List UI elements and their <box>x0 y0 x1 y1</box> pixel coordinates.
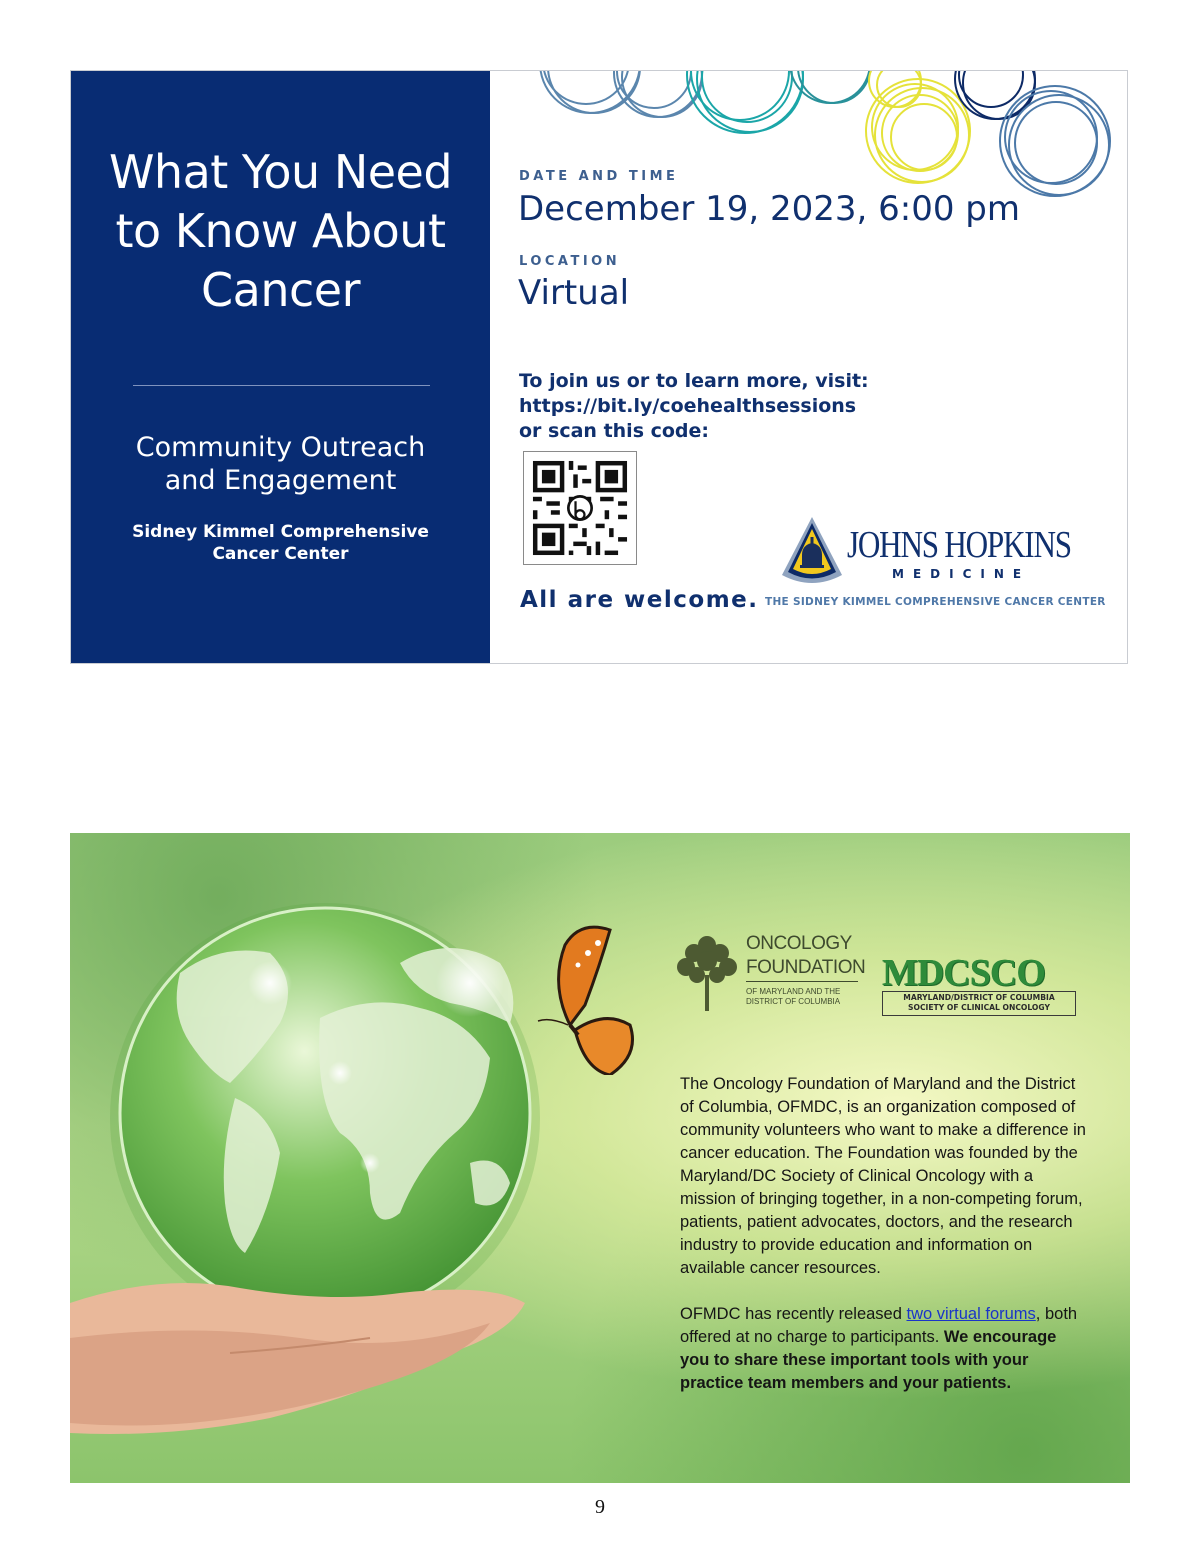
ofmdc-card <box>70 833 1130 1483</box>
title-line: What You Need <box>108 145 453 199</box>
johns-hopkins-medicine: MEDICINE <box>892 567 1031 581</box>
forums-paragraph <box>680 1303 1090 1395</box>
title-line: Cancer <box>201 263 360 317</box>
logo-divider <box>746 981 858 982</box>
foundation-wordmark: FOUNDATION <box>746 957 866 978</box>
foundation-subtitle: DISTRICT OF COLUMBIA <box>746 997 841 1006</box>
event-title-panel <box>71 71 490 663</box>
program-line: Community Outreach <box>135 432 426 463</box>
cancer-center-tagline: THE SIDNEY KIMMEL COMPREHENSIVE CANCER CENTER <box>765 596 1106 608</box>
event-title <box>71 143 490 320</box>
encourage-text: We encourage you to share these important tools with your practice team members and your patients. <box>680 1328 1057 1392</box>
event-card <box>70 70 1128 664</box>
program-name <box>71 431 490 497</box>
join-instructions <box>519 369 869 444</box>
virtual-forums-link[interactable]: two virtual forums <box>906 1305 1036 1323</box>
date-label: DATE AND TIME <box>519 169 679 184</box>
join-text: To join us or to learn more, visit: <box>519 370 869 392</box>
foundation-subtitle: OF MARYLAND AND THE <box>746 987 841 996</box>
event-location: Virtual <box>518 273 630 313</box>
qr-code[interactable] <box>523 451 637 565</box>
center-line: Cancer Center <box>212 544 349 564</box>
location-label: LOCATION <box>519 254 621 269</box>
center-line: Sidney Kimmel Comprehensive <box>132 522 429 542</box>
welcome-message: All are welcome. <box>520 587 759 613</box>
event-date: December 19, 2023, 6:00 pm <box>518 189 1020 229</box>
title-line: to Know About <box>115 204 446 258</box>
foundation-wordmark: ONCOLOGY <box>746 933 852 954</box>
qr-code-icon <box>524 452 636 564</box>
mdcsco-subtitle <box>882 991 1076 1016</box>
ofmdc-description <box>680 1073 1090 1395</box>
event-details-panel <box>490 71 1128 663</box>
cancer-center-name <box>71 521 490 565</box>
divider <box>133 385 430 386</box>
program-line: and Engagement <box>164 465 397 496</box>
mdcsco-line: MARYLAND/DISTRICT OF COLUMBIA <box>903 993 1055 1002</box>
tree-icon <box>672 929 742 1013</box>
forums-text: , both offered at no charge to participants. <box>680 1305 1078 1346</box>
mdcsco-wordmark: MDCSCO <box>882 952 1045 994</box>
forums-text: OFMDC has recently released <box>680 1305 907 1323</box>
join-link[interactable]: https://bit.ly/coehealthsessions <box>519 395 857 417</box>
page-number: 9 <box>595 1496 605 1518</box>
intro-paragraph: The Oncology Foundation of Maryland and the District of Columbia, OFMDC, is an organization composed of community volunteers who want to make a difference in cancer education. The Foundation was founded by the Maryland/DC Society of Clinical Oncology with a mission of bringing together, in a non-competing forum, patients, patient advocates, doctors, and the research industry to provide education and information on available cancer resources. <box>680 1075 1086 1277</box>
scan-text: or scan this code: <box>519 420 710 442</box>
johns-hopkins-wordmark: JOHNS HOPKINS <box>847 524 1071 566</box>
johns-hopkins-shield-icon <box>780 515 844 589</box>
butterfly-icon <box>510 925 650 1075</box>
mdcsco-line: SOCIETY OF CLINICAL ONCOLOGY <box>908 1003 1050 1012</box>
